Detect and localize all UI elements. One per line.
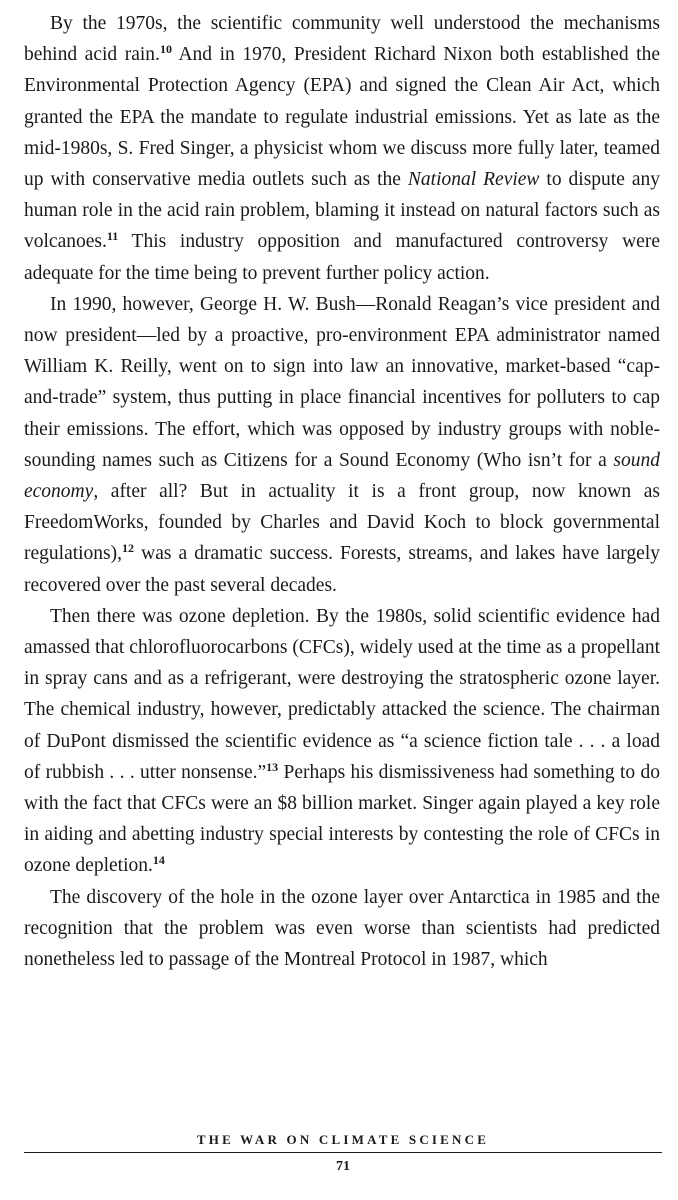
body-text	[24, 8, 660, 975]
footnote-marker: 12	[122, 541, 135, 556]
text-run: In 1990, however, George H. W. Bush—Ronald Reagan’s vice president and now president—led by a proactive, pro-environment EPA administrator named William K. Reilly, went on to sign into law an innovative, market-based “cap-and-trade” system, thus putting in place financial incentives for polluters to cap their emissions. The effort, which was opposed by industry groups with noble-sounding names such as Citizens for a Sound Economy (Who isn’t for a	[24, 293, 660, 471]
text-run: This industry opposition and manufactured controversy were adequate for the time being to prevent further policy action.	[24, 231, 660, 284]
text-run: , after all? But in actuality it is a front group, now known as FreedomWorks, founded by Charles and David Koch to block governmental regulations),	[24, 481, 660, 565]
text-run: was a dramatic success. Forests, streams, and lakes have largely recovered over the past several decades.	[24, 543, 660, 596]
page-number: 71	[336, 1159, 350, 1174]
paragraph	[24, 882, 660, 976]
text-run: By the 1970s, the scientific community well understood the mechanisms behind acid rain.	[24, 13, 660, 66]
paragraph	[24, 601, 660, 882]
text-run: Perhaps his dismissiveness had something to do with the fact that CFCs were an $8 billion market. Singer again played a key role in aiding and abetting industry special interests by contesting the role of CFCs in ozone depletion.	[24, 761, 660, 877]
text-run: to dispute any human role in the acid rain problem, blaming it instead on natural factors such as volcanoes.	[24, 169, 660, 253]
text-run: And in 1970, President Richard Nixon both established the Environmental Protection Agency (EPA) and signed the Clean Air Act, which granted the EPA the mandate to regulate industrial emissions. Yet as late as the mid-1980s, S. Fred Singer, a physicist whom we discuss more fully later, teamed up with conservative media outlets such as the	[24, 44, 660, 191]
running-title: THE WAR ON CLIMATE SCIENCE	[196, 1132, 490, 1147]
text-run: The discovery of the hole in the ozone layer over Antarctica in 1985 and the recognition that the problem was even worse than scientists had predicted nonetheless led to passage of the Montreal Protocol in 1987, which	[24, 886, 660, 971]
paragraph	[24, 289, 660, 601]
page-footer	[24, 1132, 662, 1175]
italic-text: National Review	[407, 169, 540, 191]
footnote-marker: 10	[159, 42, 172, 57]
page	[24, 8, 660, 975]
text-run: Then there was ozone depletion. By the 1980s, solid scientific evidence had amassed that chlorofluorocarbons (CFCs), widely used at the time as a propellant in spray cans and as a refrigerant, were destroying the stratospheric ozone layer. The chemical industry, however, predictably attacked the science. The chairman of DuPont dismissed the scientific evidence as “a science fiction tale . . . a load of rubbish . . . utter nonsense.”	[24, 605, 660, 783]
footnote-marker: 13	[266, 759, 279, 774]
footnote-marker: 14	[152, 853, 165, 868]
italic-text: sound economy	[24, 449, 660, 503]
footnote-marker: 11	[106, 229, 119, 244]
paragraph	[24, 8, 660, 289]
footer-rule	[24, 1152, 662, 1153]
